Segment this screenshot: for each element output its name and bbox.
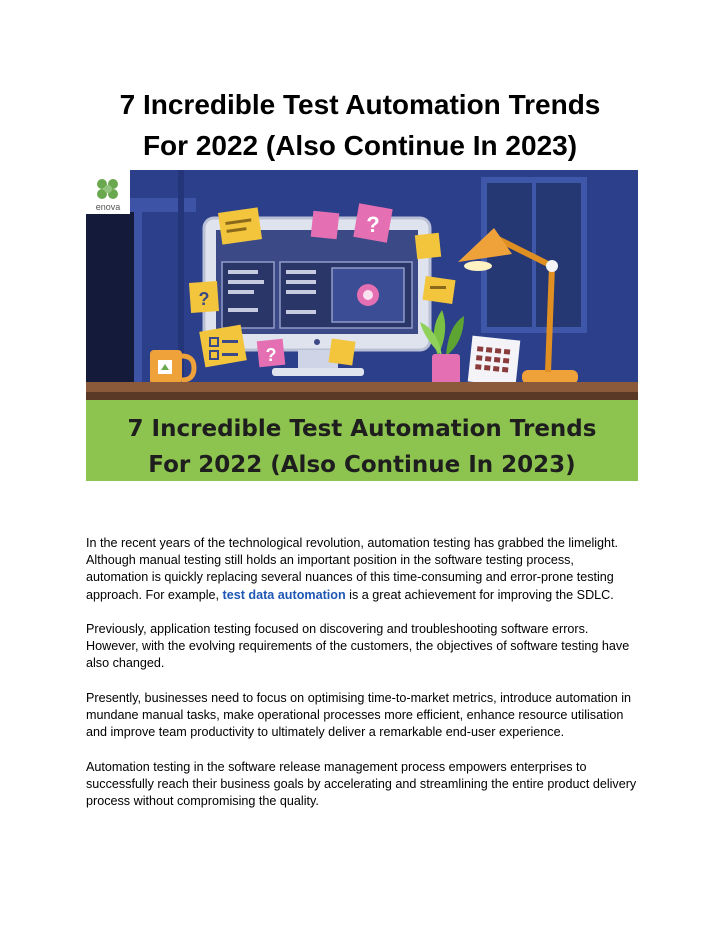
article-body — [86, 535, 638, 827]
banner-caption-line-2: For 2022 (Also Continue In 2023) — [148, 452, 576, 478]
paragraph-1-text-start: In the recent years of the technological revolution, automation testing has grabbed the limelight. Although manual testing still holds an important position in the software testing process, automation is quickly replacing several nuances of this time-consuming and error-prone testing approach. For example, — [86, 536, 619, 602]
note-question-2: ? — [198, 289, 210, 309]
logo-text: enova — [95, 202, 121, 212]
hero-banner-image — [86, 170, 638, 481]
title-line-2: For 2022 (Also Continue In 2023) — [142, 130, 578, 161]
note-question-3: ? — [265, 345, 277, 365]
paragraph-4: Automation testing in the software release management process empowers enterprises to successfully reach their business goals by accelerating and streamlining the entire product delivery process without compromising the quality. — [86, 759, 637, 808]
enova-logo — [86, 170, 130, 214]
paragraph-2: Previously, application testing focused on discovering and troubleshooting software errors. However, with the evolving requirements of the customers, the objectives of software testing have also changed. — [86, 622, 630, 671]
desk-surface — [86, 382, 638, 392]
title-line-1: 7 Incredible Test Automation Trends — [119, 89, 601, 120]
note-question-1: ? — [366, 212, 380, 237]
page-title — [60, 84, 660, 166]
doorway-shape — [86, 210, 134, 400]
calendar-illustration — [468, 336, 521, 387]
banner-caption-line-1: 7 Incredible Test Automation Trends — [127, 416, 597, 442]
paragraph-3: Presently, businesses need to focus on optimising time-to-market metrics, introduce automation in mundane manual tasks, make operational processes more efficient, enhance resource utilisation and improve team productivity to ultimately deliver a remarkable end-user experience. — [86, 690, 632, 740]
test-data-automation-link[interactable]: test data automation — [222, 587, 346, 602]
paragraph-1 — [86, 535, 638, 604]
paragraph-1-text-end: is a great achievement for improving the SDLC. — [345, 587, 614, 602]
